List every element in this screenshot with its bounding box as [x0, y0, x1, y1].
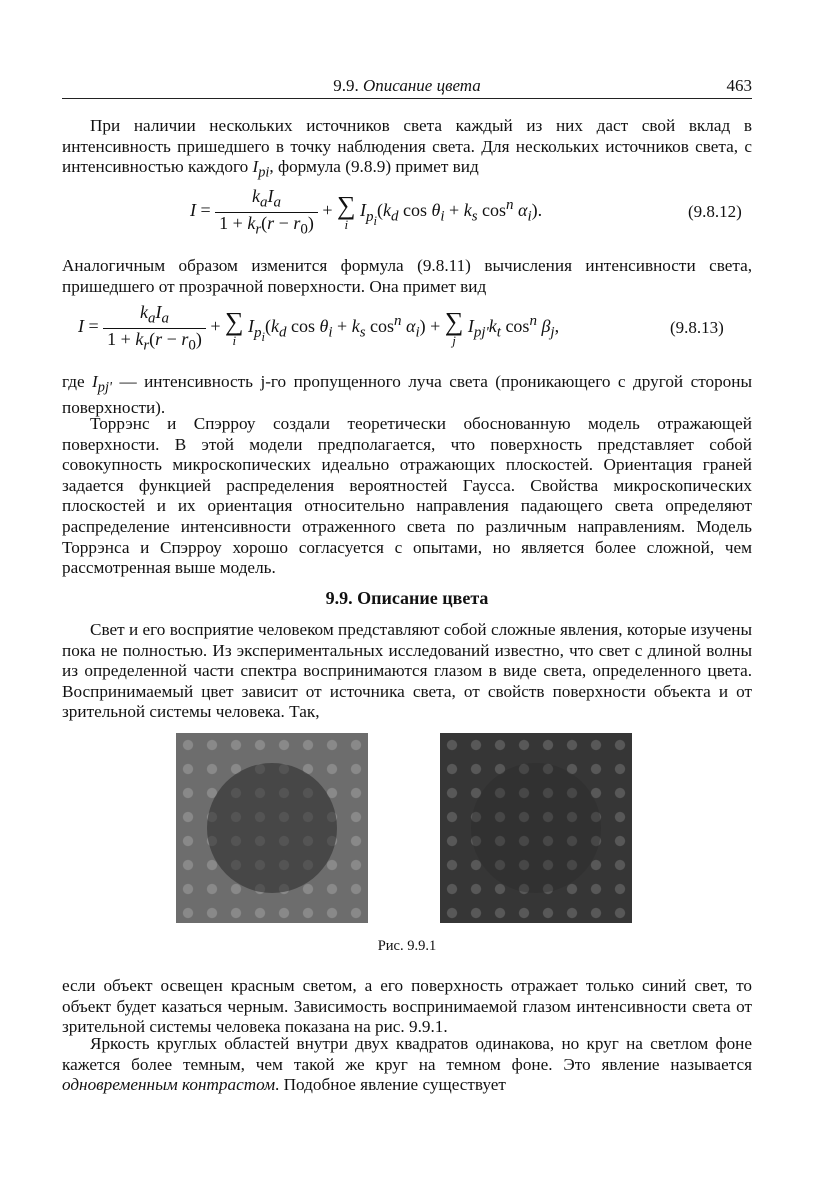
sum-symbol: ∑ j [444, 307, 464, 349]
paragraph-text-tail: , формула (9.8.9) примет вид [269, 157, 479, 177]
figure-circle [207, 763, 337, 893]
inline-var: I [252, 157, 259, 177]
equation-number: (9.8.12) [688, 202, 742, 221]
inline-var: I [92, 372, 98, 391]
paragraph-text-tail: — интенсивность j-го пропущенного луча света (проникающего с другой стороны поверхности). [62, 372, 753, 418]
inline-sub: pi [258, 164, 270, 181]
paragraph-multiple-sources [62, 116, 752, 183]
figure-caption: Рис. 9.9.1 [377, 938, 437, 954]
figure-light-square [176, 733, 368, 923]
equation-number: (9.8.13) [670, 318, 724, 337]
paragraph-red-light: если объект освещен красным светом, а его поверхность отражает только синий свет, то объект будет казаться черным. Зависимость воспринимаемой глазом интенсивности света от зрительной системы человека показана на рис. 9.9.1. [62, 976, 752, 1037]
paragraph-transparent: Аналогичным образом изменится формула (9.8.11) вычисления интенсивности света, пришедшего от прозрачной поверхности. Она примет вид [62, 256, 752, 296]
paragraph-text: При наличии нескольких источников света каждый из них даст свой вклад в интенсивность пришедшего в точку наблюдения света. Для нескольких источников света, с интенсивностью каждого [62, 116, 752, 177]
equation-9-8-13: I = $\frac{k_aI_a}{1 + k_r(r - r_0)}$ + ∑ i $I_{p_i}(k_d$ $\cos \theta_i + k_s$ $\cos^n \alpha_i$) + ∑ j $I_{pj'}k_t$ $\cos^n \beta_j$, [78, 302, 560, 354]
running-header [62, 76, 752, 99]
inline-sub: pj' [97, 379, 112, 396]
figure-circle [471, 763, 601, 893]
sum-symbol: ∑ i [225, 307, 244, 349]
paragraph-torrance-sparrow: Торрэнс и Спэрроу создали теоретически обоснованную модель отражающей поверхности. В этой модели предполагается, что поверхность представляет собой совокупность микроскопических идеально отражающих плоскостей. Ориентация граней задается функцией распределения вероятностей Гаусса. Свойства микроскопических плоскостей и их ориентация относительно направления падающего света определяют распределение интенсивности отраженного света по различным направлениям. Модель Торрэнса и Спэрроу хорошо согласуется с опытами, но является более сложной, чем рассмотренная выше модель. [62, 414, 752, 578]
paragraph-text: Яркость круглых областей внутри двух квадратов одинакова, но круг на светлом фоне кажется более темным, чем такой же круг на темном фоне. Это явление называется [62, 1034, 752, 1074]
fraction: $\frac{k_aI_a}{1 + k_r(r - r_0)}$ [215, 186, 318, 238]
paragraph-text: где [62, 372, 85, 391]
paragraph-contrast [62, 1034, 752, 1096]
paragraph-text-tail: . Подобное явление существует [275, 1075, 506, 1095]
italic-term: одновременным контрастом [62, 1075, 276, 1095]
running-number: 9.9. [333, 76, 359, 95]
running-title-text: Описание цвета [362, 76, 481, 95]
running-title [62, 76, 752, 96]
page-number: 463 [726, 76, 752, 95]
sum-symbol: ∑ i [337, 191, 356, 233]
paragraph-where [62, 372, 752, 419]
paragraph-light-perception: Свет и его восприятие человеком представляют собой сложные явления, которые изучены пока не полностью. Из экспериментальных исследований известно, что свет с длиной волны из определенной части спектра воспринимаются глазом в виде света, определенного цвета. Воспринимаемый цвет зависит от источника света, от свойств поверхности объекта и от зрительной системы человека. Так, [62, 620, 752, 722]
figure-dark-square [440, 733, 632, 923]
equation-9-8-12: I = $\frac{k_aI_a}{1 + k_r(r - r_0)}$ + ∑ i $I_{p_i}(k_d$ $\cos \theta_i + k_s$ $\cos^n \alpha_i$). [190, 186, 543, 238]
fraction: $\frac{k_aI_a}{1 + k_r(r - r_0)}$ [103, 302, 206, 354]
section-title: 9.9. Описание цвета [325, 588, 489, 608]
